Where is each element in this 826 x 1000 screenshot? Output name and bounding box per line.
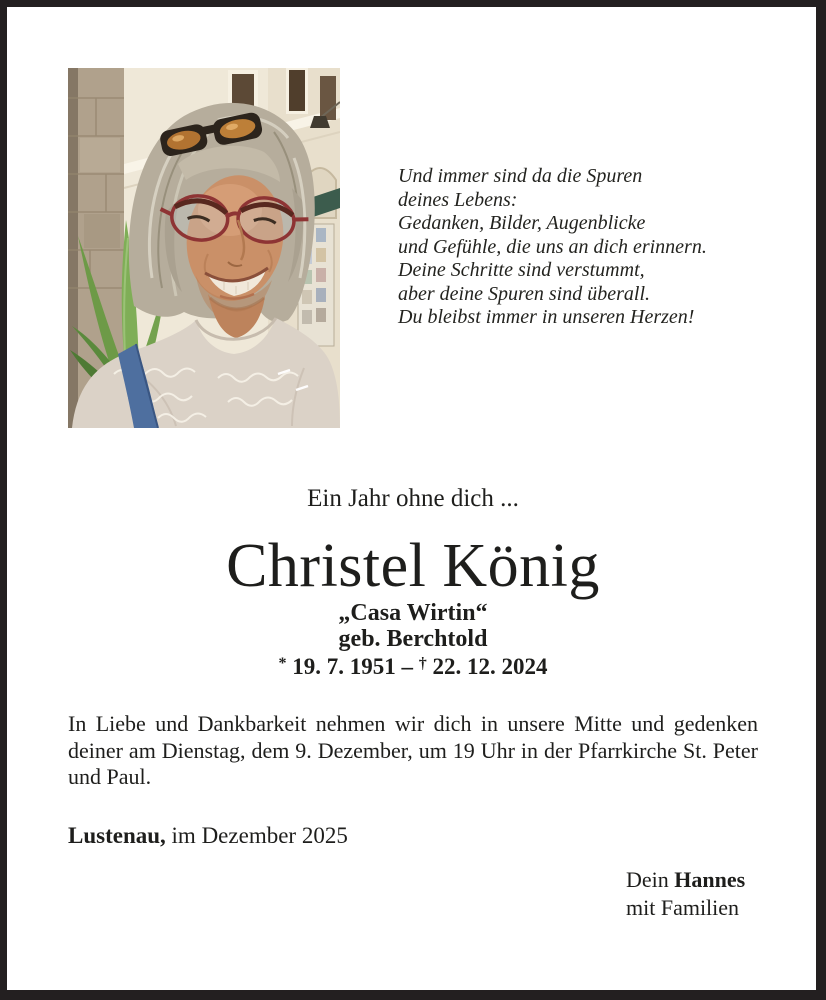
death-date: 22. 12. 2024 xyxy=(432,654,548,679)
signature-block xyxy=(626,866,745,921)
poem-line: Gedanken, Bilder, Augenblicke xyxy=(398,212,646,234)
place-and-date xyxy=(68,822,348,849)
signature-prefix: Dein xyxy=(626,867,669,892)
poem-line: Und immer sind da die Spuren xyxy=(398,165,643,187)
deceased-name: Christel König xyxy=(226,532,600,600)
death-symbol: † xyxy=(418,655,427,672)
poem-line: Deine Schritte sind verstummt, xyxy=(398,259,645,281)
date: im Dezember 2025 xyxy=(171,823,348,848)
nickname: „Casa Wirtin“ xyxy=(338,600,488,626)
poem-line: und Gefühle, die uns an dich erinnern. xyxy=(398,235,707,258)
poem-line: Du bleibst immer in unseren Herzen! xyxy=(398,306,695,328)
signature-line-1 xyxy=(626,866,745,894)
signature-name: Hannes xyxy=(674,867,746,892)
portrait-photo-illustration xyxy=(68,68,340,428)
life-dates xyxy=(0,650,826,681)
memorial-poem xyxy=(398,165,707,330)
portrait-photo xyxy=(68,68,340,428)
dates-separator: – xyxy=(401,654,413,679)
birth-date: 19. 7. 1951 xyxy=(292,654,396,679)
intro-line: Ein Jahr ohne dich ... xyxy=(307,485,519,512)
memorial-announcement: In Liebe und Dankbarkeit nehmen wir dich in unsere Mitte und gedenken deiner am Dienstag, dem 9. Dezember, um 19 Uhr in der Pfarrkirche St. Peter und Paul. xyxy=(68,711,758,789)
birth-symbol: * xyxy=(278,655,287,672)
place: Lustenau, xyxy=(68,823,166,848)
poem-line: aber deine Spuren sind überall. xyxy=(398,282,651,305)
signature-line-2: mit Familien xyxy=(626,894,740,920)
birth-name: geb. Berchtold xyxy=(338,626,488,652)
poem-line: deines Lebens: xyxy=(398,188,518,211)
